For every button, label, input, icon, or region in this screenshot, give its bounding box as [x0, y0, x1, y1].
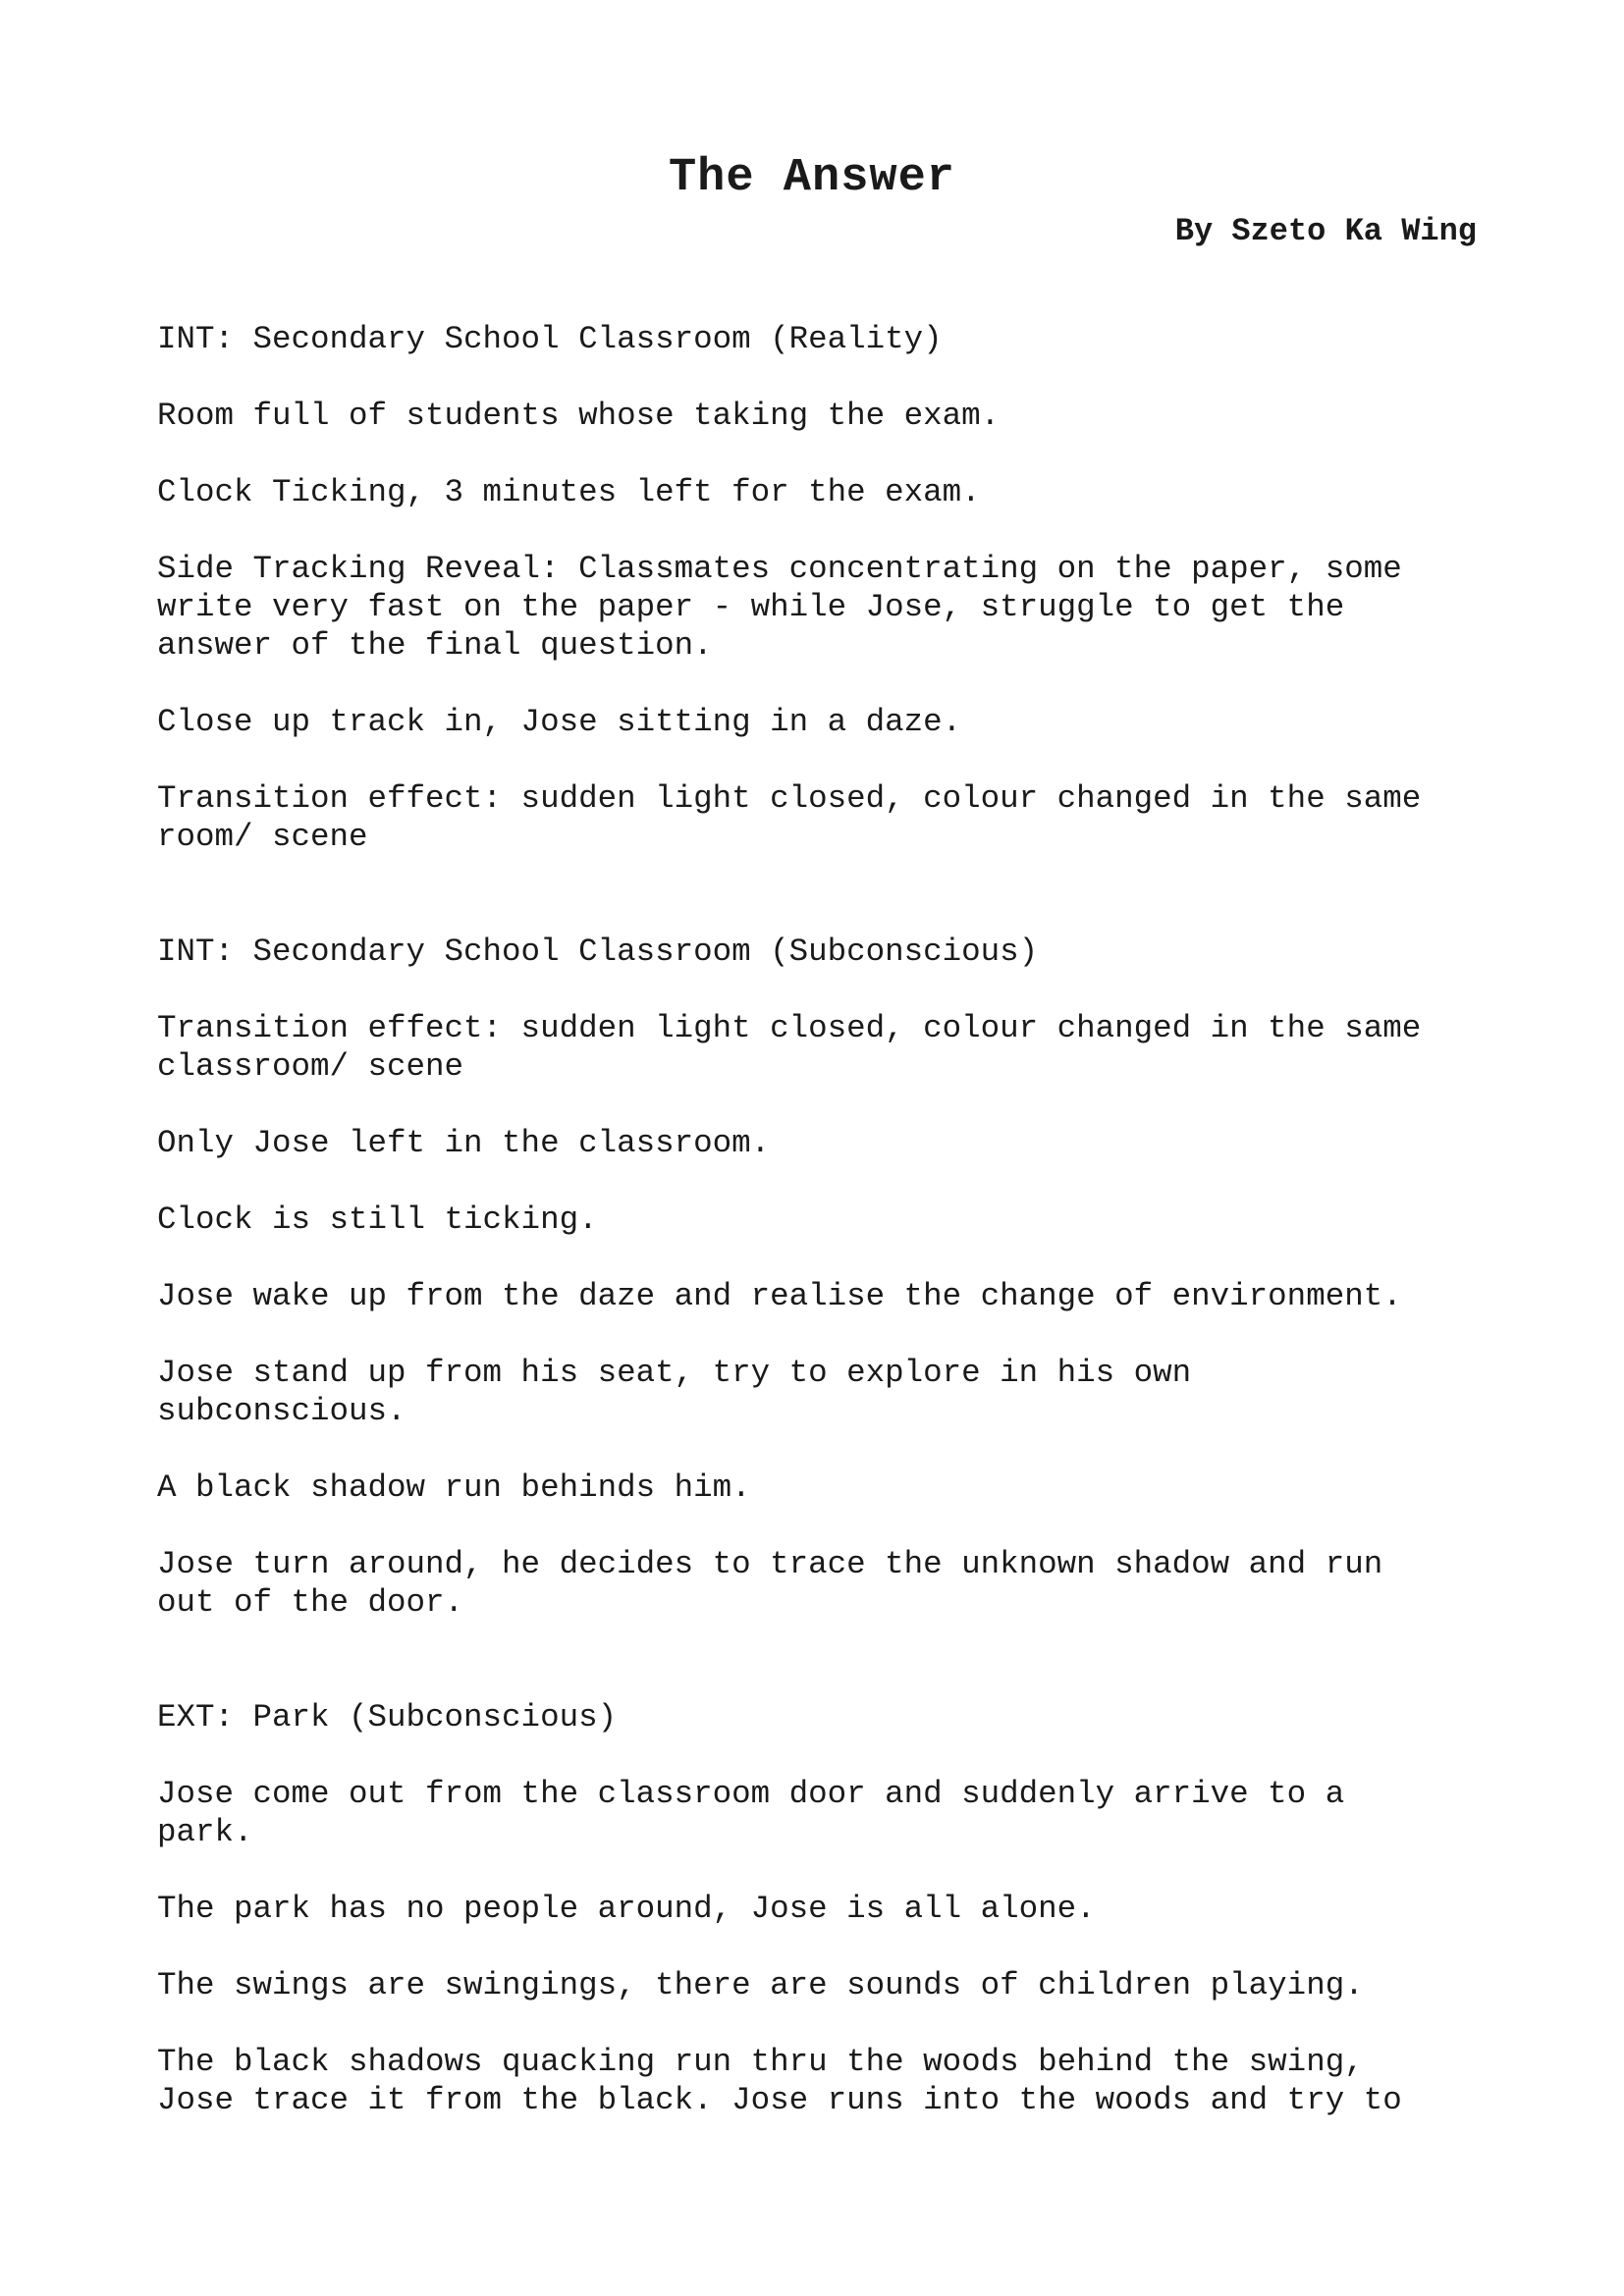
text-line: The black shadows quacking run thru the woods behind the swing,: [157, 2044, 1364, 2080]
text-line: Close up track in, Jose sitting in a daze.: [157, 704, 962, 740]
scene-heading: [157, 933, 1492, 971]
action-paragraph: [157, 1009, 1492, 1086]
scene-heading: [157, 320, 1492, 358]
text-line: subconscious.: [157, 1393, 406, 1429]
action-paragraph: [157, 397, 1492, 435]
text-line: Side Tracking Reveal: Classmates concentrating on the paper, some: [157, 551, 1402, 587]
action-paragraph: [157, 1124, 1492, 1162]
text-line: A black shadow run behinds him.: [157, 1469, 751, 1506]
text-line: Only Jose left in the classroom.: [157, 1125, 771, 1161]
action-paragraph: [157, 473, 1492, 511]
text-line: answer of the final question.: [157, 627, 713, 664]
action-paragraph: [157, 1775, 1492, 1851]
text-line: Jose turn around, he decides to trace the unknown shadow and run: [157, 1546, 1383, 1582]
action-paragraph: [157, 1545, 1492, 1622]
action-paragraph: [157, 1890, 1492, 1928]
text-line: Room full of students whose taking the exam.: [157, 398, 1001, 434]
text-line: out of the door.: [157, 1584, 464, 1621]
text-line: write very fast on the paper - while Jose, struggle to get the: [157, 589, 1345, 625]
action-paragraph: [157, 1468, 1492, 1507]
text-line: Transition effect: sudden light closed, colour changed in the same: [157, 1010, 1422, 1046]
text-line: park.: [157, 1814, 253, 1850]
text-line: Jose come out from the classroom door and suddenly arrive to a: [157, 1776, 1345, 1812]
action-paragraph: [157, 2043, 1492, 2119]
text-line: Jose stand up from his seat, try to explore in his own: [157, 1355, 1192, 1391]
scene-heading: [157, 1698, 1492, 1736]
action-paragraph: [157, 1966, 1492, 2004]
action-paragraph: [157, 779, 1492, 856]
text-line: Clock Ticking, 3 minutes left for the exam.: [157, 474, 981, 510]
action-paragraph: [157, 550, 1492, 665]
action-paragraph: [157, 1277, 1492, 1315]
text-line: INT: Secondary School Classroom (Subconscious): [157, 934, 1039, 970]
text-line: classroom/ scene: [157, 1048, 464, 1085]
text-line: INT: Secondary School Classroom (Reality): [157, 321, 943, 357]
text-line: Jose trace it from the black. Jose runs into the woods and try to: [157, 2082, 1402, 2118]
text-line: The park has no people around, Jose is all alone.: [157, 1891, 1096, 1927]
action-paragraph: [157, 1354, 1492, 1430]
text-line: Clock is still ticking.: [157, 1201, 598, 1238]
text-line: EXT: Park (Subconscious): [157, 1699, 618, 1735]
author-byline: By Szeto Ka Wing: [1174, 213, 1477, 249]
script-body: [157, 320, 1492, 2158]
text-line: room/ scene: [157, 819, 368, 855]
text-line: Jose wake up from the daze and realise the change of environment.: [157, 1278, 1402, 1314]
text-line: Transition effect: sudden light closed, colour changed in the same: [157, 780, 1422, 817]
page-title: The Answer: [668, 152, 956, 204]
action-paragraph: [157, 1201, 1492, 1239]
text-line: The swings are swingings, there are sounds of children playing.: [157, 1967, 1364, 2003]
action-paragraph: [157, 703, 1492, 741]
